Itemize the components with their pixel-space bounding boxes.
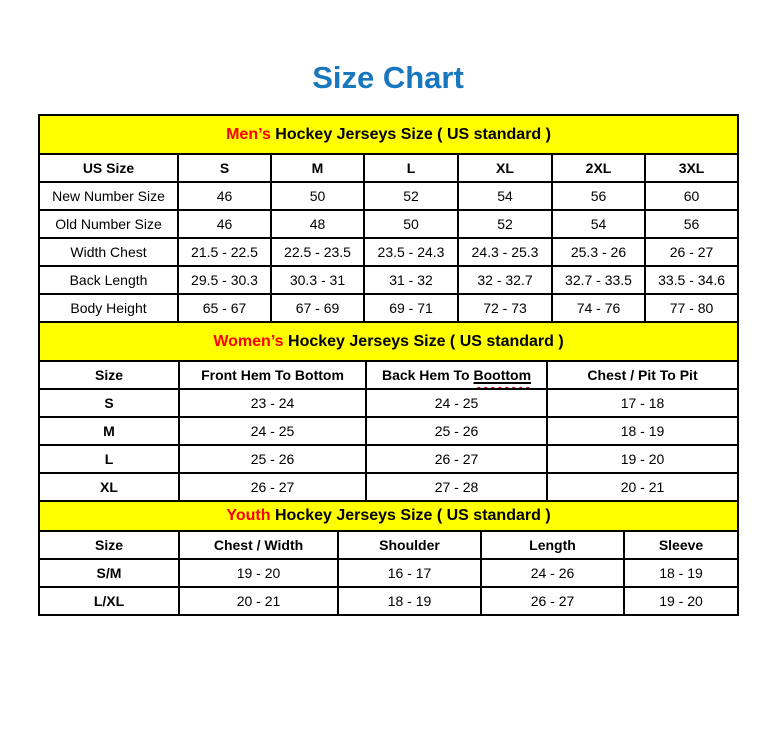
size-cell: 60 [645, 182, 738, 210]
womens-banner-accent: Women’s [213, 332, 284, 350]
row-label: S/M [39, 559, 179, 587]
size-cell: 23 - 24 [179, 389, 366, 417]
mens-banner [39, 115, 738, 154]
row-label: Old Number Size [39, 210, 178, 238]
size-cell: 21.5 - 22.5 [178, 238, 271, 266]
column-header: 3XL [645, 154, 738, 182]
row-label: New Number Size [39, 182, 178, 210]
size-cell: 19 - 20 [547, 445, 738, 473]
size-cell: 77 - 80 [645, 294, 738, 322]
column-header: Chest / Pit To Pit [547, 361, 738, 389]
size-cell: 25.3 - 26 [552, 238, 645, 266]
size-cell: 52 [364, 182, 458, 210]
size-cell: 31 - 32 [364, 266, 458, 294]
table-row [39, 294, 738, 322]
size-cell: 50 [364, 210, 458, 238]
column-header: Chest / Width [179, 531, 338, 559]
column-header: US Size [39, 154, 178, 182]
size-cell: 20 - 21 [179, 587, 338, 615]
womens-banner [39, 322, 738, 361]
size-cell: 27 - 28 [366, 473, 547, 501]
row-label: L/XL [39, 587, 179, 615]
column-header: Front Hem To Bottom [179, 361, 366, 389]
size-cell: 23.5 - 24.3 [364, 238, 458, 266]
size-cell: 67 - 69 [271, 294, 364, 322]
row-label: Body Height [39, 294, 178, 322]
table-row [39, 417, 738, 445]
size-cell: 18 - 19 [624, 559, 738, 587]
table-row [39, 445, 738, 473]
table-row [39, 266, 738, 294]
size-cell: 24 - 26 [481, 559, 624, 587]
size-cell: 18 - 19 [547, 417, 738, 445]
size-cell: 29.5 - 30.3 [178, 266, 271, 294]
size-cell: 72 - 73 [458, 294, 552, 322]
size-cell: 22.5 - 23.5 [271, 238, 364, 266]
size-cell: 54 [458, 182, 552, 210]
size-cell: 52 [458, 210, 552, 238]
size-chart-tables [38, 114, 737, 616]
youth-header-row [39, 531, 738, 559]
size-cell: 18 - 19 [338, 587, 481, 615]
column-header: S [178, 154, 271, 182]
size-cell: 26 - 27 [179, 473, 366, 501]
size-cell: 48 [271, 210, 364, 238]
size-cell: 46 [178, 182, 271, 210]
size-cell: 24 - 25 [366, 389, 547, 417]
row-label: L [39, 445, 179, 473]
mens-size-table [38, 114, 739, 323]
table-row [39, 182, 738, 210]
size-cell: 32 - 32.7 [458, 266, 552, 294]
size-cell: 56 [552, 182, 645, 210]
row-label: Width Chest [39, 238, 178, 266]
mens-banner-row [39, 115, 738, 154]
youth-banner-text: Hockey Jerseys Size ( US standard ) [270, 507, 551, 524]
column-header: Size [39, 361, 179, 389]
womens-banner-row [39, 322, 738, 361]
size-cell: 19 - 20 [624, 587, 738, 615]
mens-header-row [39, 154, 738, 182]
table-row [39, 389, 738, 417]
size-cell: 24 - 25 [179, 417, 366, 445]
row-label: XL [39, 473, 179, 501]
youth-size-table [38, 500, 739, 616]
size-cell: 26 - 27 [645, 238, 738, 266]
size-cell: 74 - 76 [552, 294, 645, 322]
row-label: S [39, 389, 179, 417]
misspelled-word: Boottom [473, 367, 532, 383]
youth-banner-row [39, 501, 738, 531]
size-cell: 50 [271, 182, 364, 210]
size-cell: 26 - 27 [366, 445, 547, 473]
size-cell: 69 - 71 [364, 294, 458, 322]
size-cell: 20 - 21 [547, 473, 738, 501]
size-cell: 54 [552, 210, 645, 238]
row-label: M [39, 417, 179, 445]
table-row [39, 559, 738, 587]
youth-banner [39, 501, 738, 531]
size-cell: 25 - 26 [366, 417, 547, 445]
mens-banner-text: Hockey Jerseys Size ( US standard ) [270, 125, 551, 143]
column-header: M [271, 154, 364, 182]
table-row [39, 587, 738, 615]
size-cell: 17 - 18 [547, 389, 738, 417]
column-header: Length [481, 531, 624, 559]
size-cell: 24.3 - 25.3 [458, 238, 552, 266]
size-cell: 26 - 27 [481, 587, 624, 615]
size-cell: 33.5 - 34.6 [645, 266, 738, 294]
column-header: L [364, 154, 458, 182]
womens-header-row [39, 361, 738, 389]
column-header: Size [39, 531, 179, 559]
size-cell: 25 - 26 [179, 445, 366, 473]
womens-banner-text: Hockey Jerseys Size ( US standard ) [283, 332, 564, 350]
table-row [39, 473, 738, 501]
column-header: Sleeve [624, 531, 738, 559]
size-cell: 46 [178, 210, 271, 238]
mens-banner-accent: Men’s [226, 125, 271, 143]
womens-size-table [38, 321, 739, 502]
spellcheck-squiggle [474, 367, 532, 383]
column-header: Shoulder [338, 531, 481, 559]
table-row [39, 210, 738, 238]
size-cell: 65 - 67 [178, 294, 271, 322]
page-title: Size Chart [312, 60, 464, 95]
size-cell: 32.7 - 33.5 [552, 266, 645, 294]
column-header-misspelled [366, 361, 547, 389]
column-header: XL [458, 154, 552, 182]
column-header-text: Back Hem To [381, 367, 474, 383]
size-cell: 19 - 20 [179, 559, 338, 587]
size-cell: 30.3 - 31 [271, 266, 364, 294]
size-cell: 56 [645, 210, 738, 238]
size-cell: 16 - 17 [338, 559, 481, 587]
column-header: 2XL [552, 154, 645, 182]
row-label: Back Length [39, 266, 178, 294]
table-row [39, 238, 738, 266]
youth-banner-accent: Youth [226, 507, 271, 524]
